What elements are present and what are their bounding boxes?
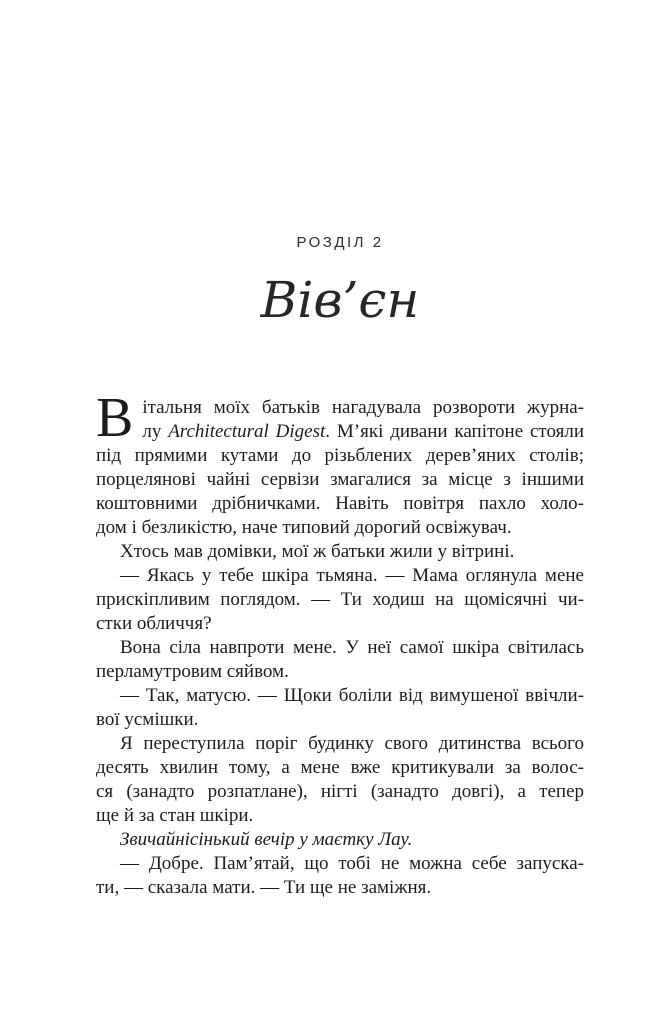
text-line: Звичайнісінький вечір у маєтку Лау. (120, 829, 413, 850)
text-line: Я переступила поріг будинку свого дитинства всього (120, 733, 584, 754)
chapter-label: РОЗДІЛ 2 (296, 234, 384, 251)
paragraph (96, 387, 584, 540)
paragraph (96, 852, 584, 900)
text-line: стки обличчя? (96, 613, 212, 634)
text-line: лу Architectural Digest. М’які дивани капітоне стояли (142, 421, 584, 442)
text-line: коштовними дрібничками. Навіть повітря пахло холо- (96, 493, 584, 514)
text-line: ще й за стан шкіри. (96, 805, 254, 826)
text-line: Вона сіла навпроти мене. У неї самої шкіра світилась (120, 637, 584, 658)
text-line: вої усмішки. (96, 709, 199, 730)
text-line: прискіпливим поглядом. — Ти ходиш на щомісячні чи- (96, 589, 584, 610)
text-line: — Добре. Пам’ятай, що тобі не можна себе запуска- (120, 853, 584, 874)
text-line: дом і безликістю, наче типовий дорогий освіжувач. (96, 517, 512, 538)
paragraph (96, 828, 584, 852)
text-line: під прямими кутами до різьблених дерев’яних столів; (96, 445, 584, 466)
text-line: ти, — сказала мати. — Ти ще не заміжня. (96, 877, 432, 898)
drop-cap: В (96, 387, 134, 449)
paragraph (96, 636, 584, 684)
paragraph (96, 540, 584, 564)
text-line: десять хвилин тому, а мене вже критикували за волос- (96, 757, 584, 778)
text-line: ся (занадто розпатлане), нігті (занадто довгі), а тепер (96, 781, 584, 802)
paragraph (96, 684, 584, 732)
text-line: порцелянові чайні сервізи змагалися за місце з іншими (96, 469, 584, 490)
body-text (96, 387, 584, 900)
paragraph (96, 732, 584, 828)
text-line: — Так, матусю. — Щоки боліли від вимушеної ввічли- (120, 685, 584, 706)
paragraph (96, 564, 584, 636)
text-line: перламутровим сяйвом. (96, 661, 289, 682)
text-line: Хтось мав домівки, мої ж батьки жили у вітрині. (120, 541, 515, 562)
text-line: — Якась у тебе шкіра тьмяна. — Мама оглянула мене (120, 565, 584, 586)
text-column (96, 0, 584, 900)
text-line: італьня моїх батьків нагадувала розвороти журна- (142, 397, 584, 418)
chapter-title: Вів’єн (260, 271, 420, 329)
